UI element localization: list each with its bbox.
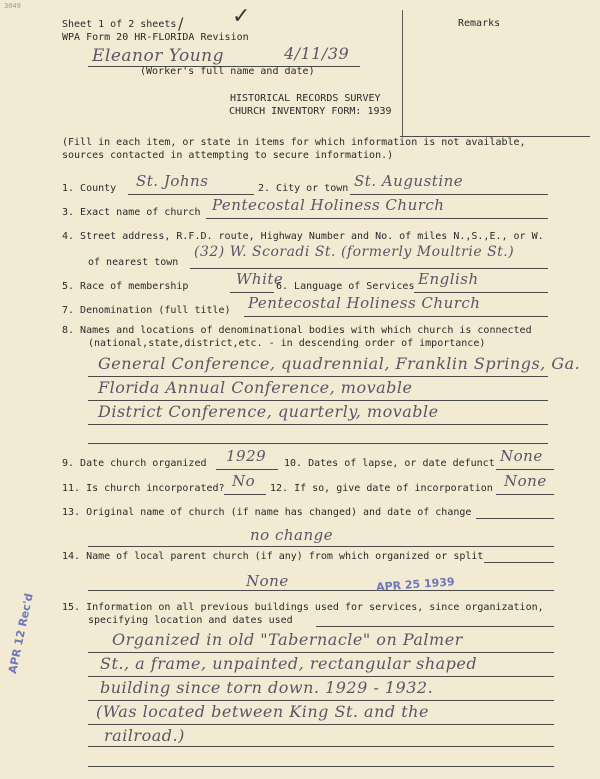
language-value: English <box>418 270 479 288</box>
bodies-value-3: District Conference, quarterly, movable <box>98 402 439 421</box>
bodies-line-1 <box>88 376 548 377</box>
incorporated-line <box>224 494 266 495</box>
denomination-label: 7. Denomination (full title) <box>62 305 231 316</box>
bodies-label-1: 8. Names and locations of denominational bodies with which church is connected <box>62 325 532 336</box>
bodies-line-3 <box>88 424 548 425</box>
bodies-value-2: Florida Annual Conference, movable <box>98 378 413 397</box>
parent-church-value: None <box>246 572 289 590</box>
bodies-value-1: General Conference, quadrennial, Franklin Springs, Ga. <box>98 354 581 373</box>
instructions-line-2: sources contacted in attempting to secure information.) <box>62 150 394 161</box>
parent-church-label: 14. Name of local parent church (if any) from which organized or split <box>62 551 484 562</box>
church-name-line <box>206 218 548 219</box>
buildings-line-4 <box>88 724 554 725</box>
buildings-line-2 <box>88 676 554 677</box>
race-value: White <box>236 270 284 288</box>
buildings-line-6 <box>88 766 554 767</box>
sheet-number: Sheet 1 of 2 sheets <box>62 19 177 30</box>
instructions-line-1: (Fill in each item, or state in items for which information is not available, <box>62 137 526 148</box>
incorporated-label: 11. Is church incorporated? <box>62 483 225 494</box>
original-name-line-2 <box>88 546 554 547</box>
worker-caption: (Worker's full name and date) <box>140 66 315 77</box>
church-name-label: 3. Exact name of church <box>62 207 201 218</box>
form-number: WPA Form 20 HR-FLORIDA Revision <box>62 32 249 43</box>
address-line <box>190 268 548 269</box>
lapse-line <box>496 469 554 470</box>
parent-church-line-2 <box>88 590 554 591</box>
remarks-divider <box>402 10 403 136</box>
buildings-value-2: St., a frame, unpainted, rectangular shaped <box>100 654 478 673</box>
received-date-stamp: APR 25 1939 <box>375 575 455 594</box>
organized-label: 9. Date church organized <box>62 458 207 469</box>
incorporation-date-label: 12. If so, give date of incorporation <box>270 483 493 494</box>
denomination-line <box>244 316 548 317</box>
original-name-line-1 <box>476 518 554 519</box>
city-line <box>350 194 548 195</box>
denomination-value: Pentecostal Holiness Church <box>248 294 481 312</box>
lapse-label: 10. Dates of lapse, or date defunct <box>284 458 495 469</box>
church-name-value: Pentecostal Holiness Church <box>212 196 445 214</box>
buildings-label-1: 15. Information on all previous buildings used for services, since organization, <box>62 602 544 613</box>
buildings-value-4: (Was located between King St. and the <box>96 702 429 721</box>
form-title: CHURCH INVENTORY FORM: 1939 <box>229 106 392 117</box>
buildings-value-1: Organized in old "Tabernacle" on Palmer <box>112 630 463 649</box>
address-label-2: of nearest town <box>88 257 179 268</box>
parent-church-line-1 <box>484 562 554 563</box>
bodies-line-4 <box>88 443 548 444</box>
survey-title: HISTORICAL RECORDS SURVEY <box>230 93 381 104</box>
race-label: 5. Race of membership <box>62 281 189 292</box>
organized-value: 1929 <box>226 447 267 465</box>
buildings-line-3 <box>88 700 554 701</box>
city-value: St. Augustine <box>354 172 464 190</box>
checkmark-icon: ✓ <box>232 4 251 29</box>
buildings-line-1 <box>88 652 554 653</box>
received-stamp-left: APR 12 Rec'd <box>6 592 36 675</box>
buildings-value-5: railroad.) <box>104 726 185 745</box>
incorporation-date-line <box>496 494 554 495</box>
lapse-value: None <box>500 447 543 465</box>
buildings-line-0 <box>316 626 554 627</box>
race-line <box>230 292 274 293</box>
buildings-value-3: building since torn down. 1929 - 1932. <box>100 678 434 697</box>
pencil-mark-icon: / <box>178 14 184 33</box>
original-name-value: no change <box>250 526 334 544</box>
worker-name-handwritten: Eleanor Young <box>92 46 225 66</box>
language-label: 6. Language of Services <box>276 281 415 292</box>
organized-line <box>216 469 278 470</box>
language-line <box>414 292 548 293</box>
remarks-label: Remarks <box>458 18 501 29</box>
city-label: 2. City or town <box>258 183 349 194</box>
bodies-line-2 <box>88 400 548 401</box>
incorporated-value: No <box>232 472 256 490</box>
incorporation-date-value: None <box>504 472 547 490</box>
original-name-label: 13. Original name of church (if name has changed) and date of change <box>62 507 472 518</box>
corner-mark: 3049 <box>4 2 21 10</box>
address-label: 4. Street address, R.F.D. route, Highway Number and No. of miles N.,S.,E., or W. <box>62 231 544 242</box>
county-label: 1. County <box>62 183 117 194</box>
worker-date-handwritten: 4/11/39 <box>284 44 350 63</box>
address-value: (32) W. Scoradi St. (formerly Moultrie St.) <box>194 244 515 260</box>
county-value: St. Johns <box>136 172 209 190</box>
bodies-label-2: (national,state,district,etc. - in descending order of importance) <box>88 338 486 349</box>
buildings-line-5 <box>88 746 554 747</box>
county-line <box>128 194 254 195</box>
buildings-label-2: specifying location and dates used <box>88 615 293 626</box>
